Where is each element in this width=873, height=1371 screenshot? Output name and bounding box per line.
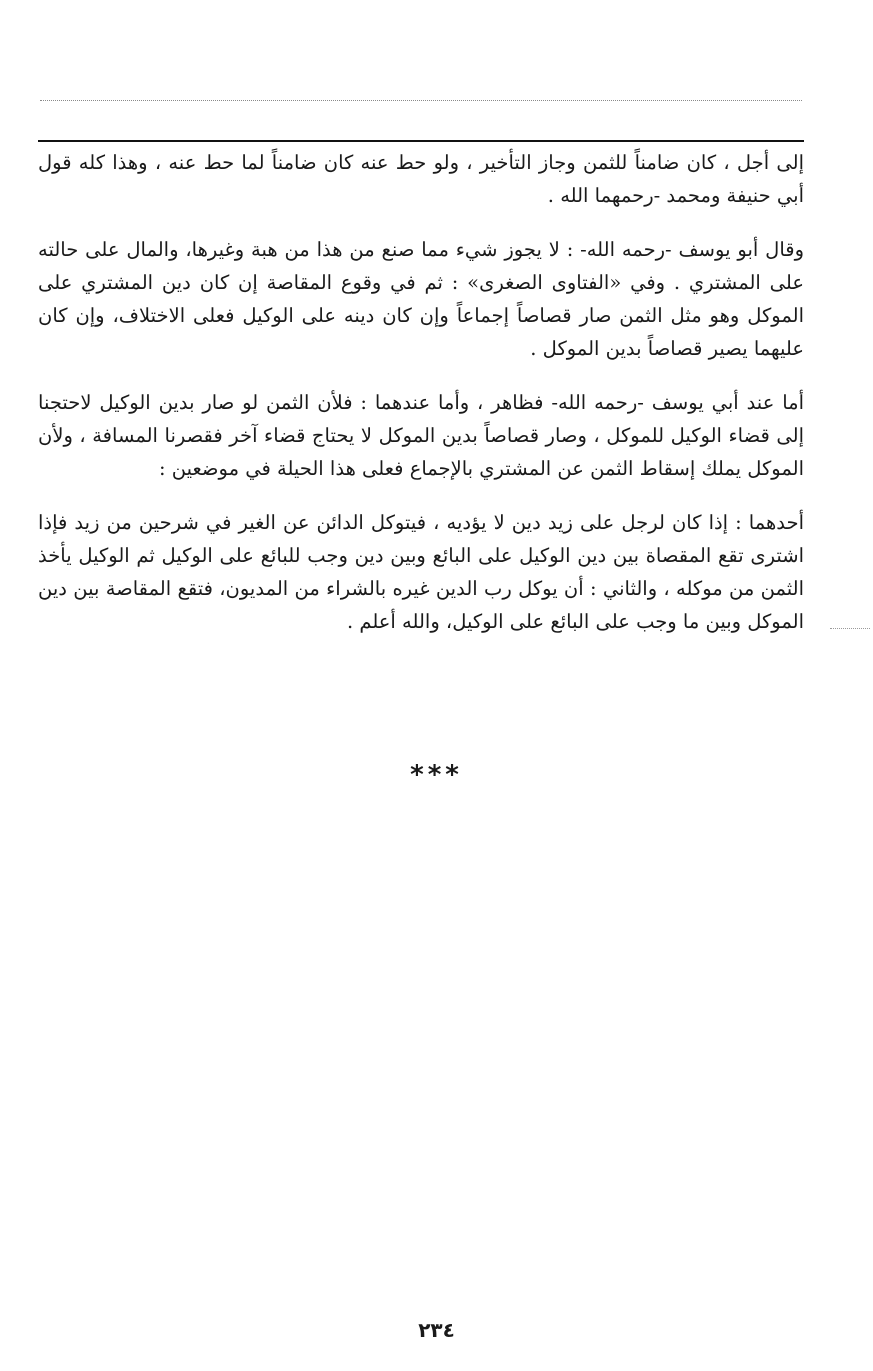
paragraph-1: إلى أجل ، كان ضامناً للثمن وجاز التأخير ، ولو حط عنه كان ضامناً لما حط عنه ، وهذا كله قول أبي حنيفة ومحمد -رحمهما الله . bbox=[38, 151, 804, 207]
paragraph-3: أما عند أبي يوسف -رحمه الله- فظاهر ، وأما عندهما : فلأن الثمن لو صار بدين الوكيل لاحتجنا إلى قضاء الوكيل للموكل ، وصار قصاصاً بدين الموكل لا يحتاج قضاء آخر فقصرنا المسافة ، ولأن الموكل يملك إسقاط الثمن عن المشتري بالإجماع فعلى هذا الحيلة في موضعين : bbox=[38, 391, 804, 480]
margin-mark bbox=[830, 628, 870, 629]
header-rule bbox=[38, 140, 804, 142]
header-dotted-rule bbox=[40, 100, 802, 101]
paragraph-4: أحدهما : إذا كان لرجل على زيد دين لا يؤديه ، فيتوكل الدائن عن الغير في شرحين من زيد فإذا اشترى تقع المقصاة بين دين الوكيل على البائع وبين دين وجب للبائع على الوكيل ثم الوكيل يأخذ الثمن من موكله ، والثاني : أن يوكل رب الدين غيره بالشراء من المديون، فتقع المقاصة بين دين الموكل وبين ما وجب على البائع على الوكيل، والله أعلم . bbox=[38, 511, 804, 633]
paragraph-2: وقال أبو يوسف -رحمه الله- : لا يجوز شيء مما صنع من هذا من هبة وغيرها، والمال على حالته على المشتري . وفي «الفتاوى الصغرى» : ثم في وقوع المقاصة إن كان دين المشتري على الموكل وهو مثل الثمن صار قصاصاً إجماعاً وإن كان دينه على الوكيل فعلى الاختلاف، وإن كان عليهما يصير قصاصاً بدين الموكل . bbox=[38, 238, 804, 360]
page-number: ٢٣٤ bbox=[418, 1318, 455, 1342]
section-separator: *** bbox=[410, 760, 463, 790]
page-body bbox=[38, 146, 804, 659]
